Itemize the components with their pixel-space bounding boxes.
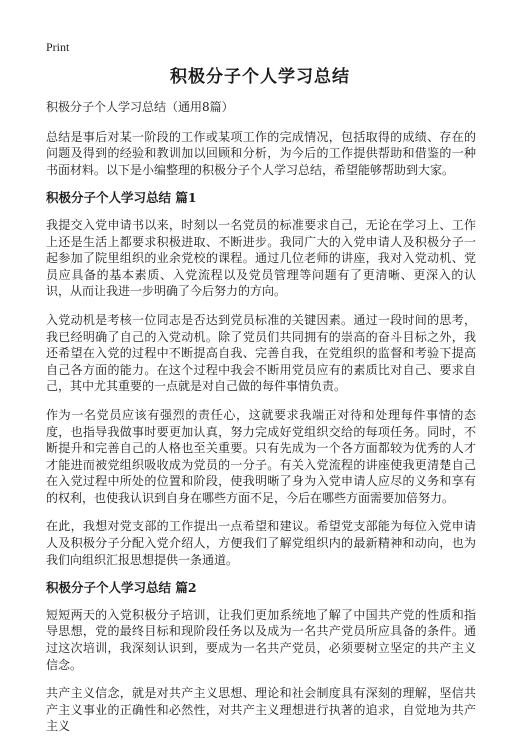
section-1-paragraph: 作为一名党员应该有强烈的责任心，这就要求我端正对待和处理每件事情的态度，也指导我做事时要更加认真，努力完成好党组织交给的每项任务。同时，不断提升和完善自己的人格也至关重要。只有先成为一个各方面都较为优秀的人才才能进而被党组织吸收成为党员的一分子。有关入党流程的讲座使我更清楚自己在入党过程中所处的位置和阶段，使我明晰了身为入党申请人应尽的义务和享有的权利，也使我认识到自身在哪些方面不足，今后在哪些方面需要加倍努力。 [46, 407, 476, 505]
section-1-paragraph: 入党动机是考核一位同志是否达到党员标准的关键因素。通过一段时间的思考，我已经明确了自己的入党动机。除了党员们共同拥有的崇高的奋斗目标之外，我还希望在入党的过程中不断提高自我、完善自我，在党组织的监督和考验下提高自己各方面的能力。在这个过程中我会不断用党员应有的素质比对自己、要求自己，其中尤其重要的一点就是对自己做的每件事情负责。 [46, 312, 476, 394]
section-2-paragraph: 短短两天的入党积极分子培训，让我们更加系统地了解了中国共产党的性质和指导思想，党的最终目标和现阶段任务以及成为一名共产党员所应具备的条件。通过这次培训，我深刻认识到，要成为一名共产党员，必须要树立坚定的共产主义信念。 [46, 607, 476, 672]
section-heading-1: 积极分子个人学习总结 篇1 [46, 190, 197, 206]
print-link[interactable]: Print [46, 40, 70, 54]
document-body [46, 99, 476, 747]
document-subtitle: 积极分子个人学习总结（通用8篇） [46, 100, 234, 114]
section-1-paragraph: 我提交入党申请书以来，时刻以一名党员的标准要求自己，无论在学习上、工作上还是生活上都要求积极进取、不断进步。我同广大的入党申请人及积极分子一起参加了院里组织的业余党校的课程。通过几位老师的讲座，我对入党动机、党员应具备的基本素质、入党流程以及党员管理等问题有了更清晰、更深入的认识，从而让我进一步明确了今后努力的方向。 [46, 217, 476, 299]
document-title: 积极分子个人学习总结 [170, 67, 350, 87]
section-2-paragraph: 共产主义信念，就是对共产主义思想、理论和社会制度具有深刻的理解，坚信共产主义事业的正确性和必然性，对共产主义理想进行执著的追求，自觉地为共产主义 [46, 686, 476, 734]
section-heading-2: 积极分子个人学习总结 篇2 [46, 580, 197, 596]
section-1-paragraph: 在此，我想对党支部的工作提出一点希望和建议。希望党支部能为每位入党申请人及积极分子分配入党介绍人，方便我们了解党组织内的最新精神和动向，也为我们向组织汇报思想提供一条通道。 [46, 519, 476, 567]
intro-paragraph: 总结是事后对某一阶段的工作或某项工作的完成情况，包括取得的成绩、存在的问题及得到的经验和教训加以回顾和分析，为今后的工作提供帮助和借鉴的一种书面材料。以下是小编整理的积极分子个人学习总结，希望能够帮助到大家。 [46, 129, 476, 177]
